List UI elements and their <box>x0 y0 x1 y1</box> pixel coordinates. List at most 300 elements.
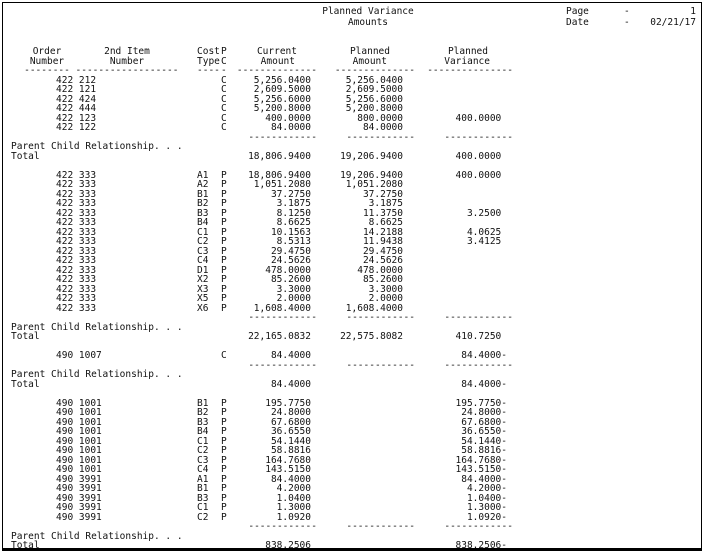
parent-child-flag-cell: P <box>221 445 227 456</box>
planned-variance-cell: 4.2000- <box>466 483 507 494</box>
page-label: Page <box>566 6 589 17</box>
planned-variance-cell: 54.1440- <box>461 435 507 447</box>
planned-variance-cell <box>415 180 513 190</box>
order-item-dash-cell <box>11 66 197 76</box>
parent-child-flag-cell: C <box>221 93 227 105</box>
order-number-cell: 422 333 <box>56 179 97 190</box>
cost-type-cell <box>197 85 221 95</box>
report-line-detail <box>3 446 701 456</box>
planned-variance-cell <box>415 266 513 276</box>
report-line-detail <box>3 266 701 276</box>
cost-type-cell: C1 <box>197 435 209 447</box>
order-number-cell: 422 122 <box>56 122 97 133</box>
cost-type-cell: B4 <box>197 217 209 228</box>
current-amount-cell: 1.0920 <box>276 511 311 523</box>
parent-child-flag-cell: C <box>221 122 227 133</box>
current-amount-cell: 58.8816 <box>270 445 311 456</box>
current-amount-cell: 10.1563 <box>270 226 311 238</box>
page-number-value: 1 <box>690 6 696 17</box>
parent-child-flag-cell: P <box>221 483 227 494</box>
report-line-detail <box>3 190 701 200</box>
current-amount-cell: 22,165.0832 <box>248 331 311 342</box>
cost-type-cell: B4 <box>197 426 209 437</box>
parent-child-flag-cell: P <box>221 188 227 200</box>
planned-variance-cell: 400.0000 <box>455 112 507 124</box>
planned-amount-cell: 5,200.8000 <box>345 103 403 114</box>
planned-amount-cell <box>317 484 415 494</box>
parent-child-flag-cell: C <box>221 112 227 124</box>
parent-child-flag-cell: P <box>221 473 227 485</box>
planned-variance-cell: 58.8816- <box>461 445 507 456</box>
date-row <box>566 18 696 29</box>
parent-child-flag-cell: C <box>221 84 227 95</box>
report-line-detail <box>3 408 701 418</box>
planned-amount-cell: 19,206.9400 <box>340 169 403 181</box>
current-amount-cell: 478.0000 <box>265 264 311 276</box>
parent-child-flag-cell: C <box>221 103 227 114</box>
cost-type-cell: B1 <box>197 188 209 200</box>
planned-variance-cell <box>415 256 513 266</box>
current-amount-cell: 37.2750 <box>270 188 311 200</box>
order-number-cell: 422 333 <box>56 188 97 200</box>
order-number-cell: 422 444 <box>56 103 97 114</box>
order-number-cell: 422 121 <box>56 84 97 95</box>
order-header-dash: -------- <box>24 65 70 76</box>
order-number-cell: 490 1001 <box>56 407 102 418</box>
report-page <box>3 3 701 551</box>
report-line-detail <box>3 247 701 257</box>
planned-amount-dash: ------------ <box>346 521 415 532</box>
report-line-label <box>3 532 701 542</box>
cost-type-cell <box>197 522 221 532</box>
report-line-total <box>3 380 701 390</box>
planned-amount-cell: 84.0000 <box>362 122 403 133</box>
planned-amount-cell: 24.5626 <box>362 255 403 266</box>
current-amount-cell: 1,608.4000 <box>253 302 311 314</box>
cost-type-cell: B3 <box>197 207 209 219</box>
order-number-cell: 422 333 <box>56 283 97 295</box>
order-number-cell: 422 333 <box>56 198 97 209</box>
planned-variance-cell: 67.6800- <box>461 416 507 428</box>
planned-amount-cell: 5,256.0400 <box>345 74 403 86</box>
order-number-cell: 422 333 <box>56 274 97 285</box>
order-number-cell: 422 333 <box>56 293 97 304</box>
page-number-row <box>566 7 696 18</box>
order-number-cell: 422 333 <box>56 264 97 276</box>
report-line-detail <box>3 275 701 285</box>
pc-header-dash: - <box>221 65 227 76</box>
current-amount-cell: 84.4000 <box>270 378 311 390</box>
current-amount-cell: 195.7750 <box>265 397 311 409</box>
planned-amount-cell: 3.3000 <box>368 283 403 295</box>
cost-type-cell: C2 <box>197 236 209 247</box>
current-amount-cell: 24.5626 <box>270 255 311 266</box>
parent-child-flag-cell: P <box>221 302 227 314</box>
total-label: Total <box>11 378 40 390</box>
report-line-detail <box>3 180 701 190</box>
planned-variance-cell <box>415 285 513 295</box>
planned-header-l2: Amount <box>352 55 387 67</box>
parent-child-flag-cell: C <box>221 74 227 86</box>
current-amount-cell: 67.6800 <box>270 416 311 428</box>
planned-variance-cell <box>415 275 513 285</box>
current-amount-cell: 29.4750 <box>270 245 311 257</box>
parent-child-flag-cell: P <box>221 293 227 304</box>
planned-variance-dash: ------------ <box>444 131 513 143</box>
report-window-frame <box>2 2 702 551</box>
parent-child-relationship-label: Parent Child Relationship. . . <box>11 530 183 542</box>
planned-amount-cell <box>317 408 415 418</box>
planned-variance-cell: 4.0625 <box>466 226 507 238</box>
order-number-cell: 490 1001 <box>56 416 102 428</box>
variance-header-l2: Variance <box>444 55 490 67</box>
current-amount-cell: 2.0000 <box>276 293 311 304</box>
planned-variance-cell: 24.8000- <box>461 407 507 418</box>
report-title-line1: Planned Variance <box>322 6 414 17</box>
planned-amount-cell <box>317 503 415 513</box>
date-label: Date <box>566 16 589 28</box>
planned-variance-cell: 1.3000- <box>466 502 507 513</box>
parent-child-flag-cell <box>221 133 234 143</box>
order-number-cell: 422 424 <box>56 93 97 105</box>
column-header-line1 <box>3 47 701 57</box>
cost-type-cell <box>197 133 221 143</box>
parent-child-flag-cell: P <box>221 426 227 437</box>
parent-child-flag-cell: P <box>221 283 227 295</box>
planned-amount-cell: 85.2600 <box>362 274 403 285</box>
report-line-detail <box>3 228 701 238</box>
page-date-block <box>566 7 696 28</box>
date-value: 02/21/17 <box>650 16 696 28</box>
planned-amount-cell: 1,608.4000 <box>345 302 403 314</box>
cost-type-cell: D1 <box>197 264 209 276</box>
current-amount-cell: 24.8000 <box>270 407 311 418</box>
order-number-cell: 490 1001 <box>56 435 102 447</box>
parent-child-flag-cell <box>221 361 234 371</box>
parent-child-flag-cell: P <box>221 217 227 228</box>
report-title-block <box>268 7 468 28</box>
report-line-detail <box>3 104 701 114</box>
current-amount-cell: 84.0000 <box>270 122 311 133</box>
planned-amount-cell <box>317 494 415 504</box>
report-line-total <box>3 541 701 551</box>
parent-child-flag-cell: P <box>221 274 227 285</box>
cost-type-cell: A1 <box>197 473 209 485</box>
planned-amount-cell <box>317 418 415 428</box>
planned-amount-dash: ------------ <box>346 359 415 371</box>
order-number-cell: 422 333 <box>56 207 97 219</box>
cost-type-cell <box>197 380 221 390</box>
planned-variance-cell: 143.5150- <box>455 464 507 475</box>
planned-amount-cell: 2.0000 <box>368 293 403 304</box>
cost-type-cell: X2 <box>197 274 209 285</box>
report-line-detail <box>3 484 701 494</box>
planned-amount-cell: 1,051.2080 <box>345 179 403 190</box>
cost-type-cell <box>197 313 221 323</box>
date-separator: - <box>624 16 630 28</box>
planned-amount-cell <box>317 380 415 390</box>
report-line-detail <box>3 218 701 228</box>
parent-child-flag-cell: P <box>221 207 227 219</box>
current-amount-dash: ------------ <box>248 359 317 371</box>
cost-type-cell <box>197 76 221 86</box>
report-line-detail <box>3 285 701 295</box>
order-number-cell: 490 3991 <box>56 511 102 523</box>
planned-variance-cell: 84.4000- <box>461 350 507 361</box>
cost-type-cell: B1 <box>197 397 209 409</box>
planned-variance-cell: 3.2500 <box>466 207 507 219</box>
planned-amount-cell: 5,256.6000 <box>345 93 403 105</box>
cost-type-cell <box>197 123 221 133</box>
report-line-detail <box>3 399 701 409</box>
planned-variance-cell: 1.0400- <box>466 492 507 504</box>
planned-header-dash: -------------- <box>334 65 415 76</box>
report-line-total <box>3 332 701 342</box>
order-header-l2: Number <box>29 55 65 67</box>
parent-child-flag-cell: P <box>221 236 227 247</box>
planned-amount-cell: 2,609.5000 <box>345 84 403 95</box>
cost-header-dash: ---- <box>197 65 220 76</box>
parent-child-flag-cell <box>221 380 234 390</box>
report-line-blank <box>3 342 701 352</box>
current-amount-cell: 143.5150 <box>265 464 311 475</box>
cost-type-cell: C4 <box>197 464 209 475</box>
planned-variance-cell: 195.7750- <box>455 397 507 409</box>
total-label: Total <box>11 540 40 551</box>
planned-amount-cell: 11.9438 <box>362 236 403 247</box>
cost-type-cell <box>197 332 221 342</box>
order-number-cell: 490 3991 <box>56 492 102 504</box>
current-header-dash: -------------- <box>236 65 317 76</box>
parent-child-flag-cell: P <box>221 416 227 428</box>
planned-variance-dash: ------------ <box>444 312 513 323</box>
cost-type-cell: X5 <box>197 293 209 304</box>
order-number-cell: 422 333 <box>56 217 97 228</box>
current-amount-cell: 400.0000 <box>265 112 311 124</box>
current-amount-cell: 1.0400 <box>276 492 311 504</box>
cost-type-cell: C3 <box>197 245 209 257</box>
order-number-cell: 422 333 <box>56 169 97 181</box>
cost-type-cell: B2 <box>197 198 209 209</box>
parent-child-flag-cell: P <box>221 502 227 513</box>
planned-amount-cell: 11.3750 <box>362 207 403 219</box>
parent-child-flag-cell <box>221 152 234 162</box>
order-number-cell: 422 333 <box>56 236 97 247</box>
cost-type-cell: C2 <box>197 445 209 456</box>
item-header-l1: 2nd Item <box>104 46 150 57</box>
report-line-detail <box>3 475 701 485</box>
report-line-detail <box>3 418 701 428</box>
parent-child-flag-cell: P <box>221 198 227 209</box>
variance-header-l1: Planned <box>447 46 488 57</box>
cost-type-cell: X3 <box>197 283 209 295</box>
parent-child-flag-cell: P <box>221 179 227 190</box>
planned-amount-cell <box>317 399 415 409</box>
planned-variance-cell: 3.4125 <box>466 236 507 247</box>
order-number-cell: 490 3991 <box>56 502 102 513</box>
current-amount-cell: 3.3000 <box>276 283 311 295</box>
order-number-cell: 490 1007 <box>56 350 102 361</box>
current-amount-cell: 84.4000 <box>270 350 311 361</box>
planned-amount-cell <box>317 475 415 485</box>
cost-type-cell <box>197 541 221 551</box>
order-number-cell: 490 3991 <box>56 483 102 494</box>
report-line-detail <box>3 209 701 219</box>
current-header-l1: Current <box>256 46 297 57</box>
planned-variance-cell: 1.0920- <box>466 511 507 523</box>
current-amount-cell: 54.1440 <box>270 435 311 447</box>
current-amount-cell: 84.4000 <box>270 473 311 485</box>
order-number-cell: 422 212 <box>56 74 97 86</box>
report-line-detail <box>3 427 701 437</box>
planned-variance-cell: 838.2506- <box>455 540 507 551</box>
cost-type-cell: C4 <box>197 255 209 266</box>
planned-amount-cell <box>317 437 415 447</box>
planned-amount-cell <box>317 465 415 475</box>
current-amount-cell: 4.2000 <box>276 483 311 494</box>
order-number-cell: 490 1001 <box>56 464 102 475</box>
report-title-line2: Amounts <box>347 16 389 28</box>
cost-type-cell: A1 <box>197 169 209 181</box>
planned-variance-cell <box>415 76 513 86</box>
planned-variance-cell: 400.0000 <box>455 169 507 181</box>
report-line-detail <box>3 456 701 466</box>
parent-child-flag-cell <box>221 332 234 342</box>
current-amount-cell: 18,806.9400 <box>248 150 311 162</box>
order-number-cell: 490 1001 <box>56 454 102 466</box>
cost-type-cell <box>197 114 221 124</box>
pc-header-l2: C <box>221 55 227 67</box>
pc-header-l1: P <box>221 46 227 57</box>
current-amount-cell: 3.1875 <box>276 198 311 209</box>
parent-child-flag-cell: P <box>221 245 227 257</box>
parent-child-flag-cell: C <box>221 350 227 361</box>
cost-type-cell: A2 <box>197 179 209 190</box>
report-line-detail <box>3 256 701 266</box>
current-amount-cell: 1,051.2080 <box>253 179 311 190</box>
parent-child-flag-cell: P <box>221 454 227 466</box>
parent-child-flag-cell: P <box>221 255 227 266</box>
parent-child-relationship-label: Parent Child Relationship. . . <box>11 369 183 380</box>
parent-child-flag-cell: P <box>221 435 227 447</box>
parent-child-flag-cell <box>221 541 234 551</box>
planned-variance-dash: ------------ <box>444 359 513 371</box>
order-number-cell: 422 123 <box>56 112 97 124</box>
planned-variance-cell: 84.4000- <box>461 473 507 485</box>
current-amount-dash: ------------ <box>248 521 317 532</box>
cost-type-cell: C2 <box>197 511 209 523</box>
planned-amount-cell <box>317 427 415 437</box>
current-amount-cell: 8.6625 <box>276 217 311 228</box>
planned-amount-cell: 800.0000 <box>357 112 403 124</box>
report-body <box>3 76 701 551</box>
cost-type-cell: B2 <box>197 407 209 418</box>
report-line-detail <box>3 114 701 124</box>
planned-amount-cell: 19,206.9400 <box>340 150 403 162</box>
cost-type-cell: B1 <box>197 483 209 494</box>
parent-child-flag-cell: P <box>221 407 227 418</box>
order-number-cell: 422 333 <box>56 255 97 266</box>
planned-variance-dash: ------------ <box>444 521 513 532</box>
report-line-detail <box>3 237 701 247</box>
current-amount-cell: 36.6550 <box>270 426 311 437</box>
planned-amount-dash: ------------ <box>346 131 415 143</box>
planned-variance-cell: 36.6550- <box>461 426 507 437</box>
cost-type-cell <box>197 95 221 105</box>
current-amount-cell: 5,256.6000 <box>253 93 311 105</box>
cost-type-cell: C1 <box>197 502 209 513</box>
planned-variance-cell: 410.7250 <box>455 331 507 342</box>
planned-variance-cell <box>415 95 513 105</box>
current-amount-cell: 2,609.5000 <box>253 84 311 95</box>
planned-variance-cell: 164.7680- <box>455 454 507 466</box>
planned-variance-cell <box>415 190 513 200</box>
current-header-l2: Amount <box>260 55 295 67</box>
current-amount-dash: ------------ <box>248 131 317 143</box>
planned-amount-cell: 14.2188 <box>362 226 403 238</box>
report-line-detail <box>3 503 701 513</box>
planned-amount-cell <box>317 456 415 466</box>
report-line-blank <box>3 389 701 399</box>
cost-header-l1: Cost <box>197 46 220 57</box>
order-number-cell: 422 333 <box>56 302 97 314</box>
parent-child-flag-cell: P <box>221 397 227 409</box>
planned-variance-cell: 400.0000 <box>455 150 507 162</box>
parent-child-flag-cell: P <box>221 264 227 276</box>
current-amount-cell: 164.7680 <box>265 454 311 466</box>
planned-amount-cell: 478.0000 <box>357 264 403 276</box>
order-number-cell: 422 333 <box>56 245 97 257</box>
planned-amount-cell: 37.2750 <box>362 188 403 200</box>
variance-header-dash: --------------- <box>427 65 513 76</box>
cost-type-cell: X6 <box>197 302 209 314</box>
parent-child-relationship-label: Parent Child Relationship. . . <box>11 141 183 152</box>
total-label: Total <box>11 331 40 342</box>
current-amount-cell: 5,200.8000 <box>253 103 311 114</box>
order-number-cell: 490 1001 <box>56 445 102 456</box>
item-header-l2: Number <box>109 55 145 67</box>
cost-type-cell <box>197 104 221 114</box>
order-number-cell: 490 1001 <box>56 397 102 409</box>
report-line-label <box>3 370 701 380</box>
parent-child-flag-cell: P <box>221 492 227 504</box>
order-header-l1: Order <box>32 46 62 57</box>
parent-child-flag-cell <box>221 313 234 323</box>
cost-type-cell: C1 <box>197 226 209 238</box>
report-line-detail <box>3 199 701 209</box>
current-amount-dash: ------------ <box>248 312 317 323</box>
cost-type-cell: B3 <box>197 492 209 504</box>
current-amount-cell: 85.2600 <box>270 274 311 285</box>
total-label: Total <box>11 150 40 162</box>
planned-variance-cell <box>415 294 513 304</box>
cost-type-cell <box>197 152 221 162</box>
planned-variance-cell: 84.4000- <box>461 378 507 390</box>
planned-amount-cell: 22,575.8082 <box>340 331 403 342</box>
current-amount-cell: 18,806.9400 <box>248 169 311 181</box>
planned-variance-cell <box>415 247 513 257</box>
parent-child-flag-cell: P <box>221 464 227 475</box>
planned-amount-dash: ------------ <box>346 312 415 323</box>
current-amount-cell: 8.5313 <box>276 236 311 247</box>
cost-type-cell <box>197 351 221 361</box>
cost-type-cell <box>197 361 221 371</box>
parent-child-flag-cell: P <box>221 169 227 181</box>
cost-header-l2: Type <box>197 55 220 67</box>
item-header-dash: ------------------ <box>75 65 179 76</box>
current-amount-cell: 838.2506 <box>265 540 311 551</box>
parent-child-flag-cell: P <box>221 511 227 523</box>
